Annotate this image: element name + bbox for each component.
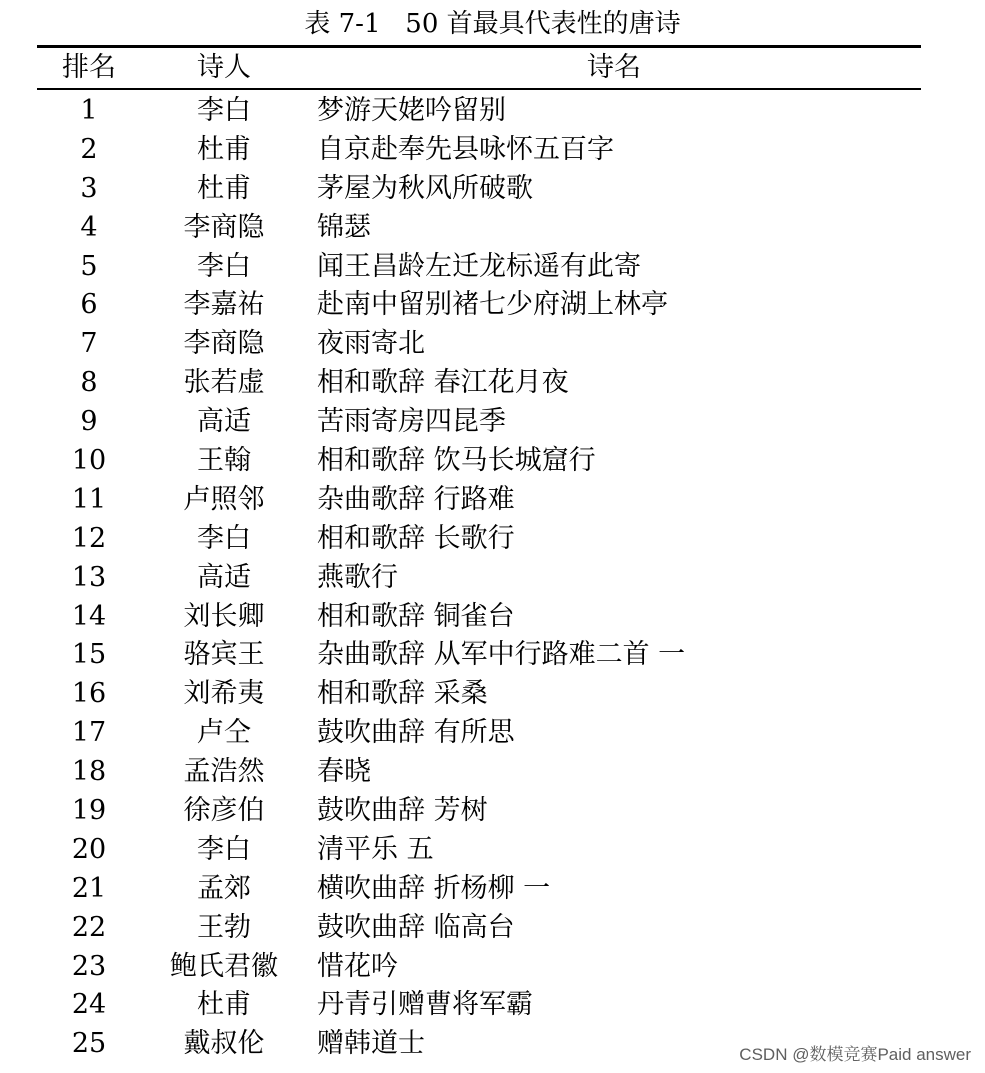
poet-cell: 李白 [197, 95, 251, 126]
poet-cell: 李嘉祐 [183, 289, 265, 321]
poet-cell: 张若虚 [183, 367, 265, 399]
table-row [37, 403, 921, 442]
title-cell: 赴南中留别褚七少府湖上林亭 [317, 289, 668, 321]
title-cell: 夜雨寄北 [317, 328, 425, 360]
title-cell: 自京赴奉先县咏怀五百字 [317, 133, 614, 165]
title-cell: 赠韩道士 [317, 1028, 425, 1060]
table-row [37, 948, 921, 987]
poet-cell: 卢仝 [197, 717, 251, 749]
table-row [37, 986, 921, 1025]
rank-cell: 10 [71, 445, 107, 477]
table-row [37, 520, 921, 559]
rank-cell: 6 [80, 289, 98, 321]
rank-cell: 5 [80, 250, 98, 282]
table-row [37, 442, 921, 481]
rank-cell: 19 [71, 795, 107, 827]
poet-cell: 李白 [197, 250, 251, 282]
rank-cell: 7 [80, 328, 98, 360]
rank-cell: 4 [80, 211, 98, 243]
watermark: CSDN @数模竞赛Paid answer [739, 1045, 971, 1064]
poet-cell: 鲍氏君徽 [170, 950, 278, 982]
table-body [37, 92, 921, 1064]
title-cell: 燕歌行 [317, 561, 398, 593]
poet-cell: 王翰 [197, 445, 251, 477]
table-row [37, 92, 921, 131]
table-row [37, 209, 921, 248]
rank-cell: 12 [71, 522, 107, 554]
poet-cell: 刘长卿 [183, 600, 265, 632]
title-cell: 相和歌辞 铜雀台 [317, 600, 515, 632]
title-cell: 鼓吹曲辞 临高台 [317, 911, 515, 943]
rank-cell: 25 [71, 1028, 107, 1060]
rank-cell: 13 [71, 561, 107, 593]
rank-cell: 8 [80, 367, 98, 399]
poet-cell: 卢照邻 [183, 483, 265, 515]
table-row [37, 792, 921, 831]
poet-cell: 王勃 [197, 911, 251, 943]
title-cell: 苦雨寄房四昆季 [317, 406, 506, 438]
table-row [37, 325, 921, 364]
poet-cell: 骆宾王 [183, 639, 265, 671]
poet-cell: 杜甫 [197, 172, 251, 204]
title-cell: 闻王昌龄左迁龙标遥有此寄 [317, 250, 641, 282]
table-row [37, 870, 921, 909]
table-row [37, 714, 921, 753]
table-row [37, 831, 921, 870]
table-row [37, 636, 921, 675]
poet-cell: 杜甫 [197, 133, 251, 165]
poet-cell: 孟浩然 [183, 756, 265, 788]
table-row [37, 481, 921, 520]
table-row [37, 131, 921, 170]
rank-cell: 18 [71, 756, 107, 788]
poet-cell: 戴叔伦 [183, 1028, 265, 1060]
rank-cell: 9 [80, 406, 98, 438]
table-row [37, 675, 921, 714]
table-row [37, 364, 921, 403]
header-poet: 诗人 [197, 52, 251, 83]
poet-cell: 李商隐 [183, 328, 265, 360]
table-row [37, 559, 921, 598]
title-cell: 相和歌辞 采桑 [317, 678, 488, 710]
table-row [37, 598, 921, 637]
title-cell: 杂曲歌辞 行路难 [317, 483, 515, 515]
header-title: 诗名 [587, 52, 641, 83]
header-rank: 排名 [62, 52, 116, 83]
rank-cell: 17 [71, 717, 107, 749]
title-cell: 相和歌辞 春江花月夜 [317, 367, 569, 399]
title-cell: 丹青引赠曹将军霸 [317, 989, 533, 1021]
title-cell: 相和歌辞 长歌行 [317, 522, 515, 554]
title-cell: 梦游天姥吟留别 [317, 95, 506, 126]
poet-cell: 高适 [197, 406, 251, 438]
title-cell: 锦瑟 [317, 211, 371, 243]
rank-cell: 16 [71, 678, 107, 710]
poet-cell: 高适 [197, 561, 251, 593]
title-cell: 相和歌辞 饮马长城窟行 [317, 445, 596, 477]
rank-cell: 14 [71, 600, 107, 632]
title-cell: 鼓吹曲辞 芳树 [317, 795, 488, 827]
table-row [37, 248, 921, 287]
rank-cell: 3 [80, 172, 98, 204]
rank-cell: 20 [71, 833, 107, 865]
rank-cell: 23 [71, 950, 107, 982]
poet-cell: 刘希夷 [183, 678, 265, 710]
title-cell: 横吹曲辞 折杨柳 一 [317, 872, 551, 904]
poet-cell: 李白 [197, 522, 251, 554]
rank-cell: 2 [80, 133, 98, 165]
rank-cell: 21 [71, 872, 107, 904]
poet-cell: 杜甫 [197, 989, 251, 1021]
poet-cell: 孟郊 [197, 872, 251, 904]
rank-cell: 24 [71, 989, 107, 1021]
rank-cell: 11 [71, 483, 107, 515]
table-caption: 表 7-1 50 首最具代表性的唐诗 [304, 9, 681, 39]
rank-cell: 22 [71, 911, 107, 943]
rank-cell: 15 [71, 639, 107, 671]
table-row [37, 909, 921, 948]
rank-cell: 1 [80, 95, 98, 126]
poet-cell: 李白 [197, 833, 251, 865]
table-header [37, 48, 921, 88]
poet-cell: 李商隐 [183, 211, 265, 243]
title-cell: 茅屋为秋风所破歌 [317, 172, 533, 204]
title-cell: 清平乐 五 [317, 833, 434, 865]
title-cell: 杂曲歌辞 从军中行路难二首 一 [317, 639, 686, 671]
title-cell: 鼓吹曲辞 有所思 [317, 717, 515, 749]
table-row [37, 286, 921, 325]
title-cell: 惜花吟 [317, 950, 398, 982]
table-row [37, 753, 921, 792]
table-row [37, 170, 921, 209]
table-header-rule [37, 88, 921, 90]
title-cell: 春晓 [317, 756, 371, 788]
poet-cell: 徐彦伯 [183, 795, 265, 827]
